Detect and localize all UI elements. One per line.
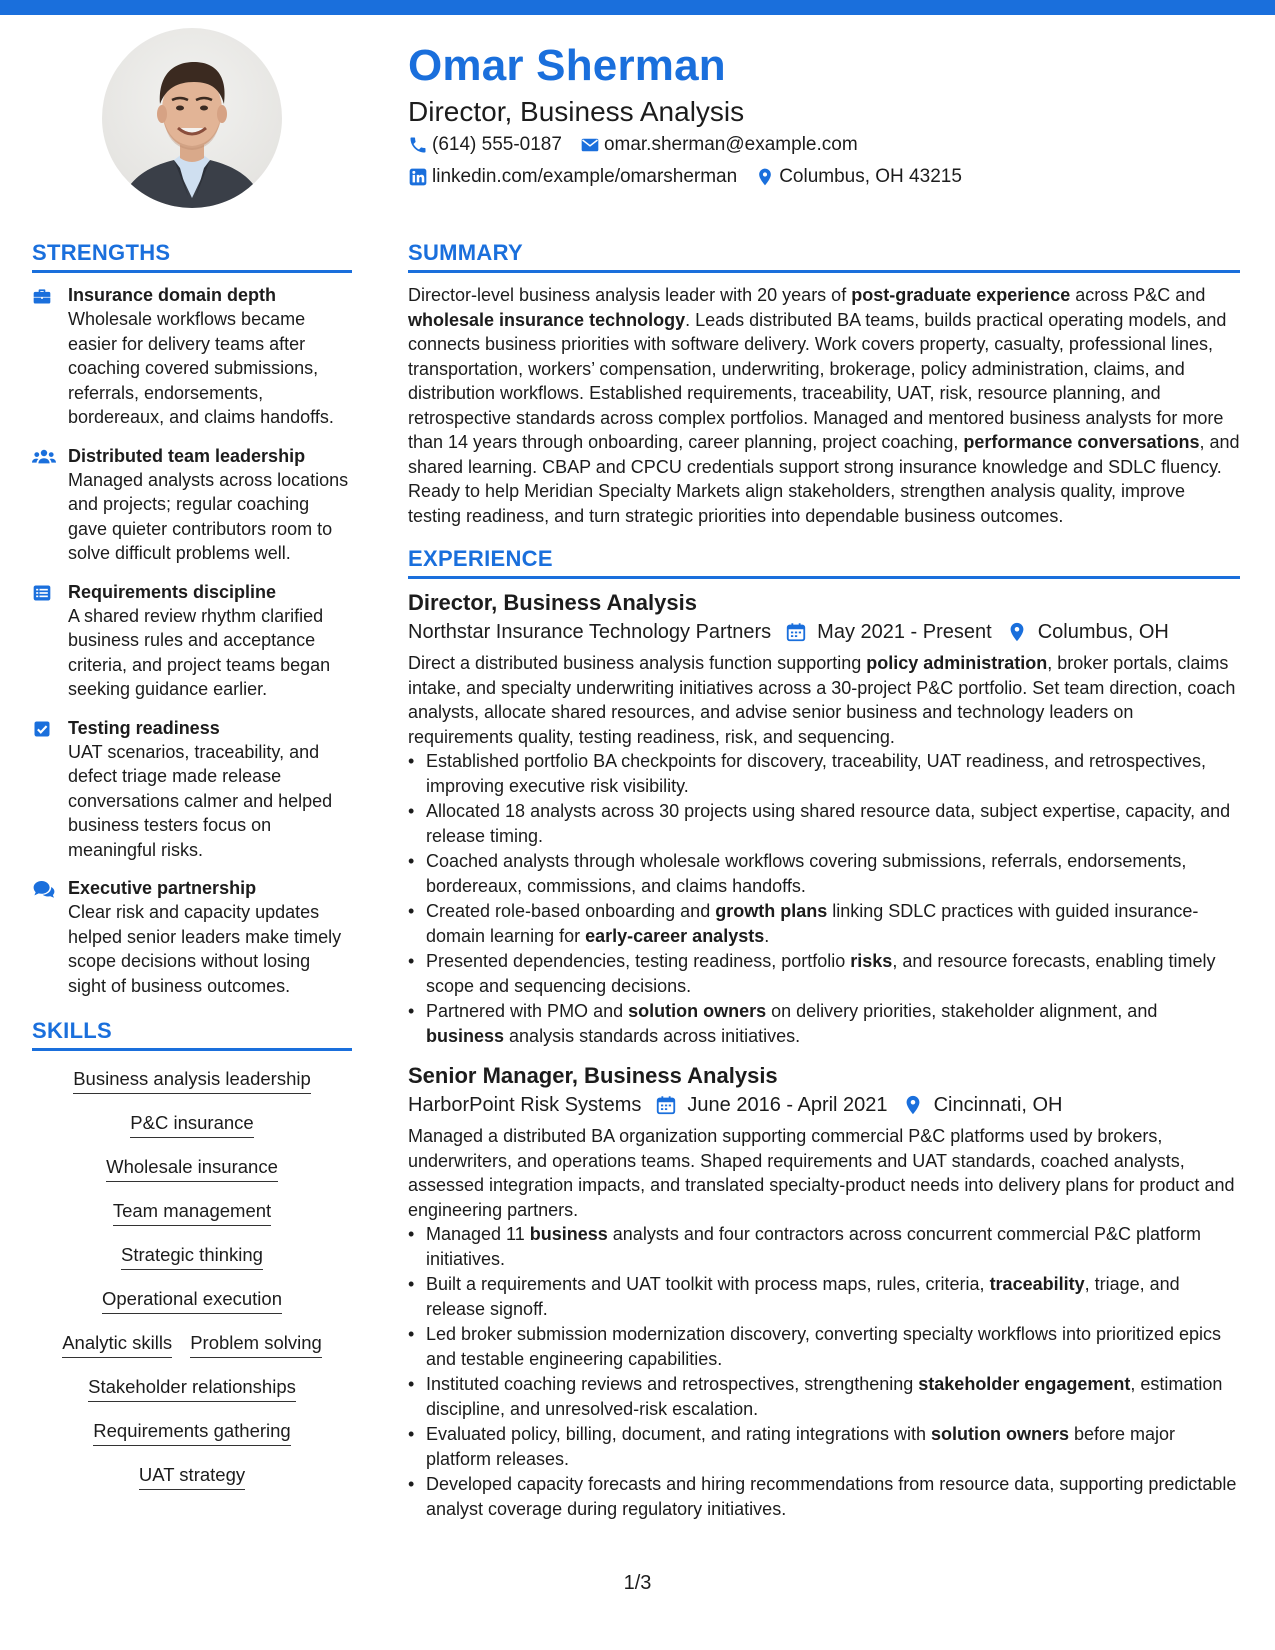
job-bullets (408, 749, 1240, 1048)
skill-tag: Business analysis leadership (73, 1067, 311, 1094)
job-description: Direct a distributed business analysis function supporting policy administration, broker portals, claims intake, and specialty underwriting initiatives across a 30-project P&C portfolio. Set team direction, coach analysts, allocate shared resources, and advise senior business and technology leaders on requirements quality, testing readiness, risk, and sequencing. (408, 653, 1236, 747)
bold-phrase: policy administration (866, 653, 1048, 673)
map-pin-icon (755, 167, 775, 187)
strength-text: Clear risk and capacity updates helped senior leaders make timely scope decisions without losing sight of business outcomes. (68, 902, 342, 996)
job-dates-text: June 2016 - April 2021 (687, 1094, 888, 1116)
job-bullet: • Coached analysts through wholesale workflows covering submissions, referrals, endorsements, bordereaux, commissions, and claims handoffs. (408, 849, 1240, 898)
email-text[interactable]: omar.sherman@example.com (603, 134, 858, 155)
job-location (1006, 617, 1169, 647)
job-location (902, 1090, 1063, 1120)
job-bullet: • Partnered with PMO and solution owners on delivery priorities, stakeholder alignment, and business analysis standards across initiatives. (408, 999, 1240, 1048)
map-pin-icon (902, 1094, 924, 1116)
job-bullet: • Evaluated policy, billing, document, and rating integrations with solution owners before major platform releases. (408, 1422, 1240, 1471)
summary-heading: SUMMARY (408, 240, 1240, 273)
strength-text: Managed analysts across locations and projects; regular coaching gave quieter contributors room to solve difficult problems well. (68, 469, 349, 563)
contact-row-primary (408, 134, 876, 156)
strength-title: Distributed team leadership (68, 445, 306, 466)
comments-icon (32, 879, 56, 899)
skills-list (32, 1061, 352, 1501)
linkedin-text[interactable]: linkedin.com/example/omarsherman (432, 166, 738, 187)
profile-photo (102, 28, 282, 208)
candidate-headline: Director, Business Analysis (408, 96, 745, 127)
bold-phrase: traceability (989, 1274, 1085, 1294)
job-entry (408, 1062, 1240, 1521)
strength-title: Requirements discipline (68, 581, 277, 602)
job-title: Senior Manager, Business Analysis (408, 1063, 778, 1088)
strength-text: UAT scenarios, traceability, and defect triage made release conversations calmer and helped business testers focus on meaningful risks. (68, 741, 333, 860)
skill-tag: Analytic skills (62, 1331, 172, 1358)
job-dates (655, 1090, 887, 1120)
strength-item (32, 716, 352, 863)
list-icon (32, 583, 52, 603)
linkedin-icon (408, 167, 428, 187)
bold-phrase: wholesale insurance technology (408, 309, 686, 330)
bold-phrase: growth plans (715, 901, 828, 921)
location-text: Columbus, OH 43215 (779, 166, 962, 187)
strengths-heading: STRENGTHS (32, 240, 352, 273)
bold-phrase: business (529, 1224, 608, 1244)
strength-item (32, 876, 352, 998)
job-bullet: • Established portfolio BA checkpoints for discovery, traceability, UAT readiness, and retrospectives, improving executive risk visibility. (408, 749, 1240, 798)
job-meta (408, 1090, 1240, 1120)
skill-tag: Problem solving (190, 1331, 322, 1358)
skill-tag: P&C insurance (130, 1111, 253, 1138)
company-name: Northstar Insurance Technology Partners (408, 621, 772, 643)
strength-title: Executive partnership (68, 878, 257, 898)
bold-phrase: risks (850, 951, 893, 971)
bold-phrase: solution owners (930, 1424, 1069, 1444)
phone-text: (614) 555-0187 (432, 134, 562, 155)
left-column (32, 240, 352, 1501)
experience-heading: EXPERIENCE (408, 546, 1240, 579)
job-dates (785, 617, 992, 647)
top-accent-bar (0, 0, 1275, 15)
phone-contact (408, 134, 562, 156)
job-bullet: • Allocated 18 analysts across 30 projects using shared resource data, subject expertise, capacity, and release timing. (408, 799, 1240, 848)
skill-tag: Team management (113, 1199, 271, 1226)
location-contact (755, 166, 962, 188)
email-contact[interactable] (580, 134, 858, 156)
bold-phrase: business (426, 1025, 505, 1046)
skill-tag: UAT strategy (139, 1463, 245, 1490)
calendar-icon (655, 1094, 677, 1116)
summary-text: Director-level business analysis leader with 20 years of post-graduate experience across P&C and wholesale insurance technology. Leads distributed BA teams, builds practical operating models, and connects business priorities with software delivery. Work covers property, casualty, professional lines, transportation, workers’ compensation, underwriting, brokerage, policy administration, claims, and distribution workflows. Established requirements, traceability, UAT, risk, resource planning, and retrospective standards across complex portfolios. Managed and mentored business analysts for more than 14 years through onboarding, career planning, project coaching, performance conversations, and shared learning. CBAP and CPCU credentials support strong insurance knowledge and SDLC fluency. Ready to help Meridian Specialty Markets align stakeholders, strengthen analysis quality, improve testing readiness, and turn strategic priorities into dependable business outcomes. (408, 285, 1240, 526)
page-number: 1/3 (623, 1572, 652, 1594)
skill-tag: Stakeholder relationships (88, 1375, 296, 1402)
job-meta (408, 617, 1240, 647)
company-name: HarborPoint Risk Systems (408, 1094, 642, 1116)
strength-item (32, 580, 352, 702)
linkedin-contact[interactable] (408, 166, 737, 188)
job-entry (408, 589, 1240, 1048)
job-title: Director, Business Analysis (408, 590, 697, 615)
strength-text: Wholesale workflows became easier for delivery teams after coaching covered submissions, referrals, endorsements, bordereaux, and claims handoffs. (68, 309, 334, 427)
strength-title: Insurance domain depth (68, 285, 277, 305)
skill-tag: Wholesale insurance (106, 1155, 278, 1182)
job-bullet: • Created role-based onboarding and growth plans linking SDLC practices with guided insurance-domain learning for early-career analysts. (408, 899, 1240, 948)
bold-phrase: early-career analysts (585, 925, 765, 946)
job-bullet: • Instituted coaching reviews and retrospectives, strengthening stakeholder engagement, estimation discipline, and unresolved-risk escalation. (408, 1372, 1240, 1421)
bold-phrase: performance conversations (963, 432, 1200, 452)
phone-icon (408, 135, 428, 155)
candidate-name: Omar Sherman (408, 41, 726, 90)
checkbox-icon (32, 719, 52, 739)
job-location-text: Columbus, OH (1037, 621, 1169, 643)
bold-phrase: solution owners (628, 1001, 767, 1021)
users-icon (32, 447, 56, 467)
job-bullet: • Built a requirements and UAT toolkit with process maps, rules, criteria, traceability, triage, and release signoff. (408, 1272, 1240, 1321)
job-description: Managed a distributed BA organization supporting commercial P&C platforms used by brokers, underwriters, and operations teams. Shaped requirements and UAT standards, coached analysts, assessed integration impacts, and translated specialty-product needs into delivery plans for product and engineering partners. (408, 1126, 1235, 1220)
skill-tag: Operational execution (102, 1287, 282, 1314)
skill-tag: Requirements gathering (93, 1419, 290, 1446)
job-bullets (408, 1222, 1240, 1521)
job-location-text: Cincinnati, OH (933, 1094, 1063, 1116)
bold-phrase: post-graduate experience (851, 285, 1071, 305)
contact-row-secondary (408, 166, 980, 188)
job-dates-text: May 2021 - Present (817, 621, 992, 643)
strength-text: A shared review rhythm clarified business rules and acceptance criteria, and project teams began seeking guidance earlier. (68, 605, 331, 699)
calendar-icon (785, 621, 807, 643)
job-bullet: • Developed capacity forecasts and hiring recommendations from resource data, supporting predictable analyst coverage during regulatory initiatives. (408, 1472, 1240, 1521)
job-bullet: • Managed 11 business analysts and four contractors across concurrent commercial P&C platform initiatives. (408, 1222, 1240, 1271)
job-bullet: • Led broker submission modernization discovery, converting specialty workflows into prioritized epics and testable engineering capabilities. (408, 1322, 1240, 1371)
briefcase-icon (32, 286, 52, 306)
bold-phrase: stakeholder engagement (918, 1374, 1131, 1394)
map-pin-icon (1006, 621, 1028, 643)
skill-tag: Strategic thinking (121, 1243, 263, 1270)
job-bullet: • Presented dependencies, testing readiness, portfolio risks, and resource forecasts, enabling timely scope and sequencing decisions. (408, 949, 1240, 998)
skills-heading: SKILLS (32, 1018, 352, 1051)
strength-title: Testing readiness (68, 717, 220, 738)
strength-item (32, 444, 352, 566)
right-column (408, 240, 1240, 1522)
strength-item (32, 283, 352, 430)
envelope-icon (580, 135, 600, 155)
